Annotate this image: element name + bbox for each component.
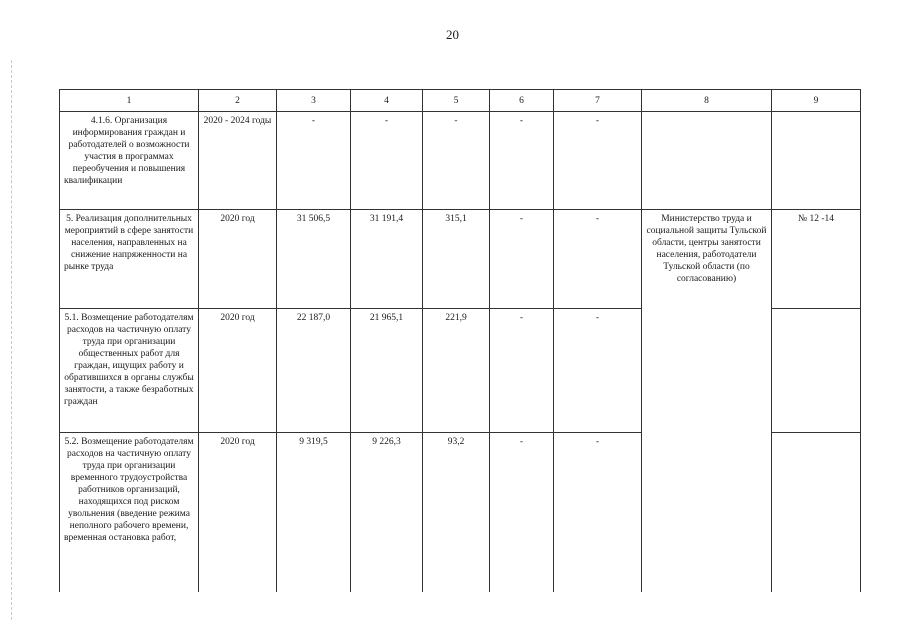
- funding-total: 31 506,5: [277, 210, 351, 309]
- column-header: 8: [642, 90, 772, 112]
- scan-margin-line: [11, 60, 12, 620]
- funding-federal: -: [351, 112, 423, 210]
- funding-federal: 31 191,4: [351, 210, 423, 309]
- funding-local: -: [490, 210, 554, 309]
- column-header: 5: [423, 90, 490, 112]
- funding-extra: -: [554, 433, 642, 592]
- column-header: 1: [60, 90, 199, 112]
- target-indicators: № 12 -14: [772, 210, 861, 309]
- funding-extra: -: [554, 210, 642, 309]
- funding-regional: -: [423, 112, 490, 210]
- measure-period: 2020 год: [199, 433, 277, 592]
- funding-extra: -: [554, 112, 642, 210]
- responsible-executors: Министерство труда и социальной защиты Тульской области, центры занятости населения, работодатели Тульской области (по согласованию): [642, 210, 772, 592]
- table-row: [60, 210, 861, 309]
- funding-extra: -: [554, 309, 642, 433]
- funding-local: -: [490, 433, 554, 592]
- column-header: 4: [351, 90, 423, 112]
- measure-name: 5.1. Возмещение работодателям расходов на частичную оплату труда при организации общественных работ для граждан, ищущих работу и обратившихся в органы службы занятости, а также безработных граждан: [60, 309, 199, 433]
- funding-local: -: [490, 112, 554, 210]
- measure-name: 4.1.6. Организация информирования граждан и работодателей о возможности участия в программах переобучения и повышения квалификации: [60, 112, 199, 210]
- page-number: 20: [446, 27, 459, 42]
- funding-local: -: [490, 309, 554, 433]
- column-header: 7: [554, 90, 642, 112]
- indicator-cell-empty: [772, 433, 861, 592]
- column-header: 2: [199, 90, 277, 112]
- funding-regional: 315,1: [423, 210, 490, 309]
- funding-federal: 9 226,3: [351, 433, 423, 592]
- column-header: 3: [277, 90, 351, 112]
- column-number-row: [60, 90, 861, 112]
- responsible-cell-empty: [642, 112, 772, 210]
- measure-name: 5.2. Возмещение работодателям расходов на частичную оплату труда при организации временного трудоустройства работников организаций, находящихся под риском увольнения (введение режима неполного рабочего времени, временная остановка работ,: [60, 433, 199, 592]
- funding-total: 9 319,5: [277, 433, 351, 592]
- funding-regional: 93,2: [423, 433, 490, 592]
- measure-period: 2020 год: [199, 309, 277, 433]
- funding-federal: 21 965,1: [351, 309, 423, 433]
- funding-regional: 221,9: [423, 309, 490, 433]
- measure-period: 2020 - 2024 годы: [199, 112, 277, 210]
- table-row: [60, 112, 861, 210]
- indicator-cell-empty: [772, 309, 861, 433]
- measures-table: [59, 89, 861, 592]
- column-header: 9: [772, 90, 861, 112]
- funding-total: 22 187,0: [277, 309, 351, 433]
- measure-name: 5. Реализация дополнительных мероприятий в сфере занятости населения, направленных на снижение напряженности на рынке труда: [60, 210, 199, 309]
- funding-total: -: [277, 112, 351, 210]
- measure-period: 2020 год: [199, 210, 277, 309]
- column-header: 6: [490, 90, 554, 112]
- indicator-cell-empty: [772, 112, 861, 210]
